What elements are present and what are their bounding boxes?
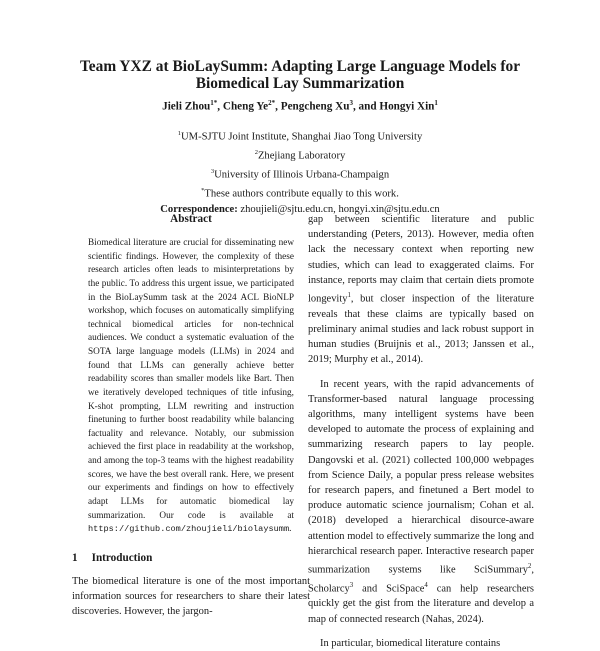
affiliation-mark: 3 <box>210 167 215 175</box>
left-column <box>72 212 310 619</box>
author-name: Pengcheng Xu <box>280 100 350 113</box>
affiliation-text: UM-SJTU Joint Institute, Shanghai Jiao Tong University <box>181 131 423 143</box>
affiliation-text: Zhejiang Laboratory <box>257 150 346 162</box>
abstract-heading: Abstract <box>170 213 212 225</box>
code-link[interactable]: https://github.com/zhoujieli/biolaysumm <box>88 524 290 535</box>
author-separator: , <box>217 100 223 113</box>
affiliation-line <box>40 164 560 183</box>
title-line-1: Team YXZ at BioLaySumm: Adapting Large Language Models for <box>79 58 521 75</box>
correspondence-emails[interactable]: zhoujieli@sjtu.edu.cn, hongyi.xin@sjtu.edu.cn <box>240 203 440 215</box>
body-paragraph: In particular, biomedical literature contains <box>320 637 501 649</box>
intro-paragraph: The biomedical literature is one of the most important information sources for researchers to share their latest discoveries. However, the jargon- <box>72 575 310 618</box>
footnote-mark[interactable]: 1 <box>347 292 351 300</box>
footnote-mark[interactable]: 2 <box>527 562 532 570</box>
author-name: Hongyi Xin <box>379 100 435 113</box>
author-separator: , <box>275 100 281 113</box>
section-number: 1 <box>72 551 78 564</box>
author-separator: , and <box>352 100 380 113</box>
affiliation-mark: 2 <box>254 148 258 156</box>
affiliation-text: These authors contribute equally to this work. <box>204 188 399 200</box>
author-mark: 2* <box>268 99 276 107</box>
paragraph-text: , Scholarcy <box>308 564 534 595</box>
affiliation-text: University of Illinois Urbana-Champaign <box>214 169 390 181</box>
correspondence-label: Correspondence: <box>160 203 238 215</box>
paragraph-text: gap between scientific literature and public understanding (Peters, 2013). However, media often lack the necessary context when reporting new studies, which can lead to exaggerated claims. For instance, reports may claim that certain diets promote longevity <box>308 214 534 305</box>
right-column <box>308 212 534 651</box>
abstract-body: Biomedical literature are crucial for disseminating new scientific findings. However, the complexity of these research articles often leads to misinterpretations by the public. To address this urgent issue, we participated in the BioLaySumm task at the 2024 ACL BioNLP workshop, which focuses on automatically simplifying technical biomedical articles for non-technical audiences. We conduct a systematic evaluation of the SOTA large language models (LLMs) in 2024 and found that LLMs can generally achieve better readability scores than smaller models like Bart. Then we iteratively developed techniques of title infusing, K-shot prompting, LLM rewriting and instruction finetuning to further boost readability while balancing factuality and relevance. Notably, our submission achieved the first place in readability at the workshop, and among the top-3 teams with the highest readability scores, we have the best overall rank. Here, we present our experiments and findings on how to effectively adapt LLMs for automatic biomedical lay summarization. Our code is available at <box>88 238 294 521</box>
section-title: Introduction <box>91 551 153 564</box>
author-name: Cheng Ye <box>222 100 269 113</box>
affiliation-mark: * <box>201 186 205 194</box>
paper-title <box>60 58 540 92</box>
body-paragraph <box>308 212 534 368</box>
body-paragraph <box>308 377 534 627</box>
paragraph-text: In recent years, with the rapid advancements of Transformer-based natural language processing algorithms, many intelligent systems have been developed to automate the process of explaining and summarizing research papers to lay people. Dangovski et al. (2021) collected 100,000 webpages from Science Daily, a popular press release websites for research papers, and finetuned a Bert model to produce automatic science journalism; Cohan et al. (2018) developed a hierarchical disource-aware attention model to effectively summarize the long and hierarchical research paper. Interactive research paper summarization systems like SciSummary <box>308 378 534 576</box>
footnote-mark[interactable]: 4 <box>424 581 428 589</box>
paragraph-text: can help researchers quickly get the gist from the literature and develop a map of connected research (Nahas, 2024). <box>308 583 534 625</box>
section-heading-introduction <box>72 551 310 565</box>
author-name: Jieli Zhou <box>162 100 211 113</box>
abstract-end: . <box>289 524 292 535</box>
author-mark: 1* <box>210 99 218 107</box>
affiliation-line <box>40 145 560 164</box>
abstract-text <box>88 237 294 537</box>
affiliation-line <box>40 183 560 202</box>
paragraph-text: and SciSpace <box>353 583 425 595</box>
author-list <box>40 96 560 114</box>
paragraph-text: , but closer inspection of the literature reveals that these claims are typically based on preliminary animal studies and lack robust support in human studies (Bruijnis et al., 2013; Janssen et al., 2019; Murphy et al., 2014). <box>308 293 534 366</box>
author-mark: 1 <box>434 99 438 107</box>
affiliation-mark: 1 <box>177 130 181 137</box>
affiliation-line <box>40 126 560 145</box>
affiliation-block <box>40 126 560 217</box>
footnote-mark[interactable]: 3 <box>349 581 354 589</box>
title-line-2: Biomedical Lay Summarization <box>195 75 405 92</box>
author-mark: 3 <box>349 99 353 107</box>
